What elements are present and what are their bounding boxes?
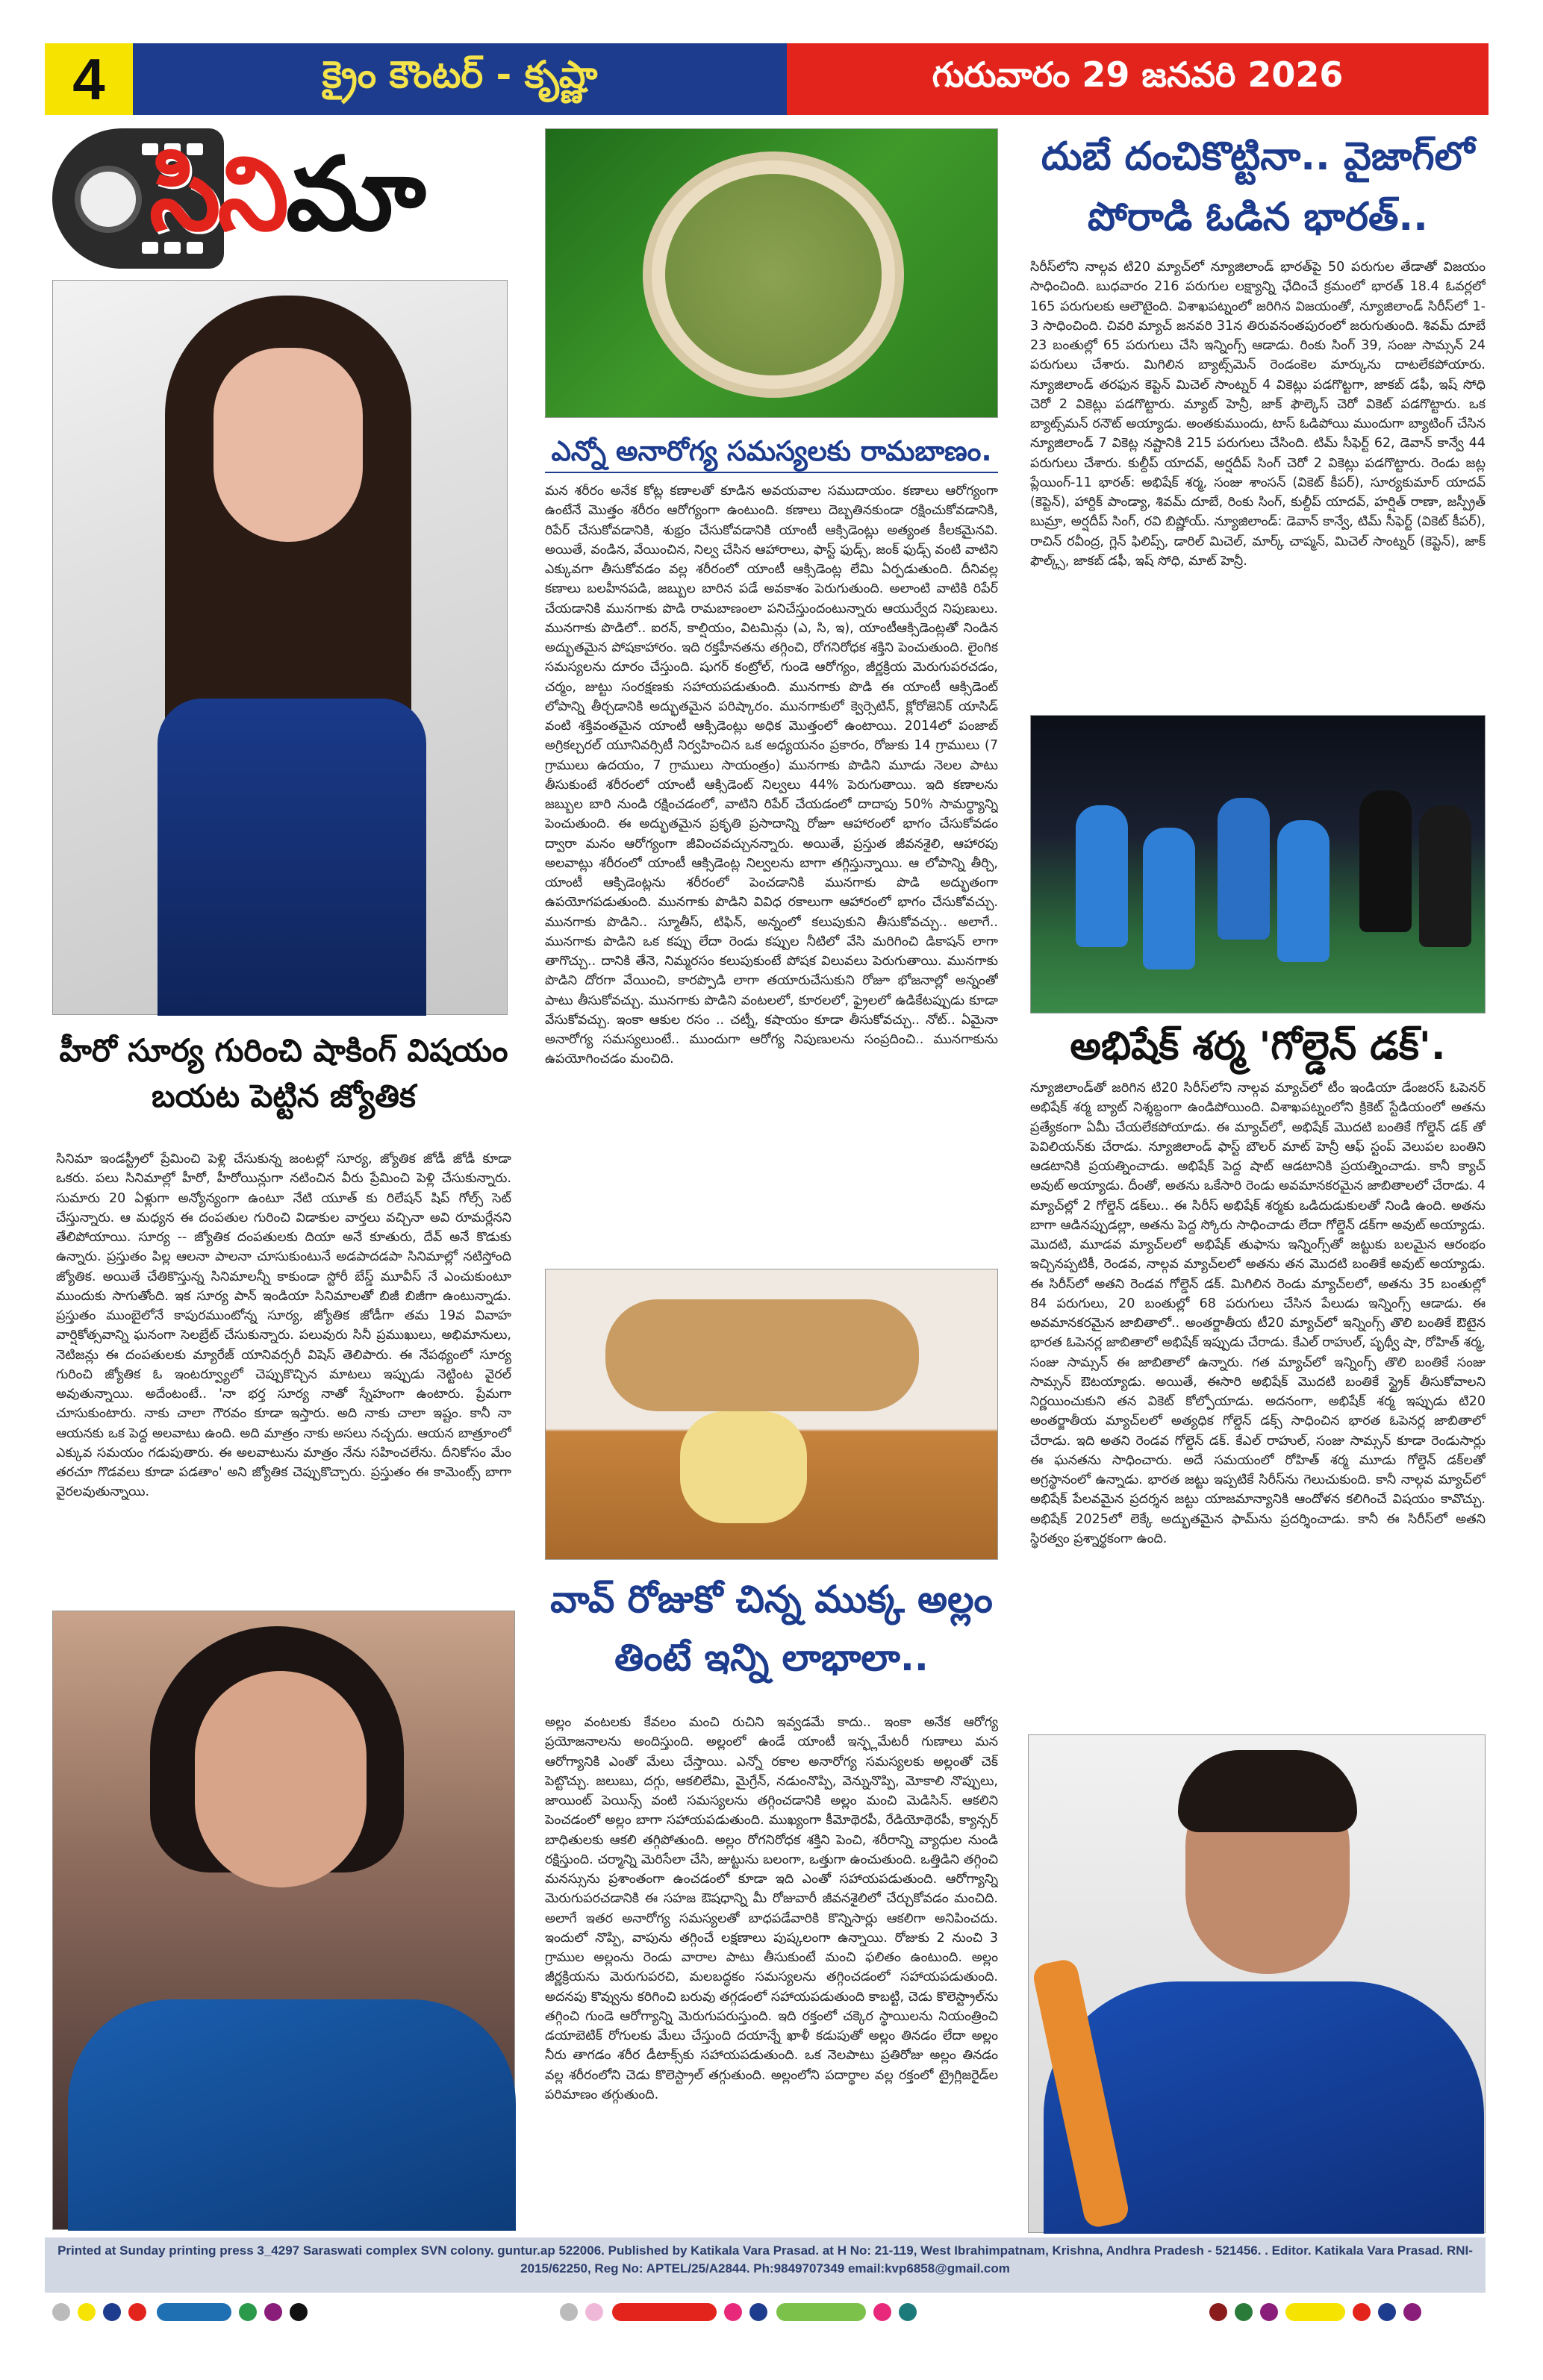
moringa-powder-photo [545,128,998,418]
page-number: 4 [45,43,133,115]
jyothika-photo [52,1611,515,2230]
abhishek-article-body: న్యూజిలాండ్‌తో జరిగిన టి20 సిరీస్‌లోని నాల్గవ మ్యాచ్‌లో టీం ఇండియా డేంజరస్ ఓపెనర్ అభిషేక్ శర్మ బ్యాట్ నిశ్శబ్దంగా ఉండిపోయింది. విశాఖపట్నంలోని క్రికెట్ స్టేడియంలో అతను ప్రత్యేకంగా ఏమీ చేయలేకపోయాడు. ఈ మ్యాచ్‌లో, అభిషేక్ మొదటి బంతికే గోల్డెన్ డక్ తో పెవిలియన్‌కు చేరాడు. న్యూజిలాండ్ ఫాస్ట్ బౌలర్ మాట్ హెన్రీ ఆఫ్ స్టంప్ వెలుపల బంతిని ఆడటానికి ప్రయత్నించాడు. అభిషేక్ పెద్ద షాట్ ఆడటానికి ప్రయత్నించాడు. కానీ క్యాచ్ అవుట్ అయ్యాడు. దీంతో, అతను ఒకేసారి రెండు అవమానకరమైన జాబితాలలో చేరాడు. 4 మ్యాచ్‌ల్లో 2 గోల్డెన్ డక్‌లు.. ఈ సిరీస్ అభిషేక్ శర్మకు ఒడిదుడుకులతో నిండి ఉంది. అతను బాగా ఆడినప్పుడల్లా, అతను పెద్ద స్కోరు సాధించాడు లేదా గోల్డెన్ డక్‌గా అవుట్ అయ్యాడు. మొదటి, మూడవ మ్యాచ్‌లలో అభిషేక్ తుఫాను ఇన్నింగ్స్‌తో జట్టుకు బలమైన ఆరంభం ఇచ్చినప్పటికీ, రెండవ, నాల్గవ మ్యాచ్‌లలో అతను తన మొదటి బంతికే అవుట్ అయ్యాడు. ఈ సిరీస్‌లో అతని రెండవ గోల్డెన్ డక్. మిగిలిన రెండు మ్యాచ్‌లలో, అతను 35 బంతుల్లో 84 పరుగులు, 20 బంతుల్లో 68 పరుగులు చేసిన పేలుడు ఇన్నింగ్స్ ఆడాడు. ఈ అవమానకరమైన జాబితాలో.. అంతర్జాతీయ టీ20 మ్యాచ్‌లో ఇన్నింగ్స్ తొలి బంతికే ఔటైన భారత ఓపెనర్ల జాబితాలో అభిషేక్ ఇప్పుడు చేరాడు. కేఎల్ రాహుల్, పృథ్వీ షా, రోహిత్ శర్మ, సంజు సామ్సన్ ఈ జాబితాలో ఉన్నారు. గత మ్యాచ్‌లో ఇన్నింగ్స్ తొలి బంతికే సంజు సామ్సన్ ఔటయ్యాడు. అయితే, ఈసారి అభిషేక్ మొదటి బంతికే స్ట్రైక్ తీసుకోవాలని నిర్ణయించుకుని తన వికెట్ కోల్పోయాడు. అదనంగా, అభిషేక్ శర్మ ఇప్పుడు టి20 అంతర్జాతీయ మ్యాచ్‌లలో అత్యధిక గోల్డెన్ డక్స్ సాధించిన భారత ఓపెనర్ల జాబితాలో చేరాడు. ఇది అతని రెండవ గోల్డెన్ డక్. కేఎల్ రాహుల్, సంజు సామ్సన్ కూడా రెండుసార్లు ఈ ఘనతను సాధించారు. అదే సమయంలో రోహిత్ శర్మ మూడు గోల్డెన్ డక్‌లతో అగ్రస్థానంలో ఉన్నాడు. భారత జట్టు ఇప్పటికే సిరీస్‌ను గెలుచుకుంది. కానీ నాల్గవ మ్యాచ్‌లో అభిషేక్ పేలవమైన ప్రదర్శన జట్టు యాజమాన్యానికి ఆందోళన కలిగించే విషయం కావొచ్చు. అభిషేక్ 2025లో లెక్కే అద్భుతమైన ఫామ్‌ను ప్రదర్శించాడు. కానీ ఈ సిరీస్‌లో అతని స్థిరత్వం ప్రశ్నార్థకంగా ఉంది. [1030,1081,1486,1546]
abhishek-sharma-photo [1028,1734,1486,2233]
moringa-article-body: మన శరీరం అనేక కోట్ల కణాలతో కూడిన అవయవాల సముదాయం. కణాలు ఆరోగ్యంగా ఉంటేనే మొత్తం శరీరం ఆరోగ్యంగా ఉంటుంది. కణాలు దెబ్బతినకుండా రక్షించుకోవడానికి, రిపేర్ చేసుకోవడానికి, శుభ్రం చేసుకోవడానికి యాంటీ ఆక్సిడెంట్లు అత్యంత కీలకమైనవి. అయితే, వండిన, వేయించిన, నిల్వ చేసిన ఆహారాలు, ఫాస్ట్ ఫుడ్స్, జంక్ ఫుడ్స్ వంటి వాటిని ఎక్కువగా తీసుకోవడం వల్ల శరీరంలో యాంటీ ఆక్సిడెంట్ల లేమి ఏర్పడుతుంది. దీనివల్ల కణాలు బలహీనపడి, జబ్బుల బారిన పడే అవకాశం పెరుగుతుంది. అలాంటి వాటికి రిపేర్ చేయడానికి మునగాకు పొడి రామబాణంలా పనిచేస్తుందంటున్నారు ఆయుర్వేద నిపుణులు. మునగాకు పొడిలో.. ఐరన్, కాల్షియం, విటమిన్లు (ఎ, సి, ఇ), యాంటీఆక్సిడెంట్లతో నిండిన అద్భుతమైన పోషకాహారం. ఇది రక్తహీనతను తగ్గించి, రోగనిరోధక శక్తిని పెంచుతుంది. లైంగిక సమస్యలను దూరం చేస్తుంది. షుగర్ కంట్రోల్, గుండె ఆరోగ్యం, జీర్ణక్రియ మెరుగుపరచడం, చర్మం, జుట్టు సంరక్షణకు సహాయపడుతుంది. మునగాకు పొడి ఈ యాంటీ ఆక్సిడెంట్ లోపాన్ని తీర్చడానికి అద్భుతమైన పరిష్కారం. మునగాకులో క్వెర్సెటిన్, క్లోరోజెనిక్ యాసిడ్ వంటి శక్తివంతమైన యాంటీ ఆక్సిడెంట్లు అధిక మొత్తంలో ఉంటాయి. 2014లో పంజాబ్ అగ్రికల్చరల్ యూనివర్సిటీ నిర్వహించిన ఒక అధ్యయనం ప్రకారం, రోజుకు 14 గ్రాములు (7 గ్రాములు ఉదయం, 7 గ్రాములు సాయంత్రం) మునగాకు పొడిని మూడు నెలల పాటు తీసుకుంటే శరీరంలో యాంటీ ఆక్సిడెంట్ నిల్వలు 44% పెరుగుతాయి. ఇది కణాలను జబ్బుల బారి నుండి రక్షించడంలో, వాటిని రిపేర్ చేయడంలో దాదాపు 50% సామర్థ్యాన్ని పెంచుతుంది. ఈ అద్భుతమైన ప్రకృతి ప్రసాదాన్ని రోజూ ఆహారంలో భాగం చేసుకోవడం ద్వారా మనం ఆరోగ్యంగా జీవించవచ్చునన్నారు. అయితే, ప్రస్తుత జీవనశైలి, ఆహారపు అలవాట్లు శరీరంలో యాంటీ ఆక్సిడెంట్ల నిల్వలను బాగా తగ్గిస్తున్నాయి. ఆ లోపాన్ని తీర్చి, యాంటీ ఆక్సిడెంట్లను శరీరంలో పెంచడానికి మునగాకు పొడి అద్భుతంగా ఉపయోగపడుతుంది. మునగాకు పొడిని వివిధ రకాలుగా ఆహారంలో భాగం చేసుకోవచ్చు. మునగాకు పొడిని.. స్మూతీస్, టిఫిన్, అన్నంలో కలుపుకుని తీసుకోవచ్చు.. అలాగే.. మునగాకు పొడిని ఒక కప్పు లేదా రెండు కప్పుల నీటిలో వేసి మరిగించి డికాషన్ లాగా తాగొచ్చు.. దానికి తేనె, నిమ్మరసం కలుపుకుంటే పోషక విలువలు పెరుగుతాయి. మునగాకు పొడిని దోరగా వేయించి, కారప్పొడి లాగా తయారుచేసుకుని రోజూ భోజనాల్లో అన్నంతో పాటు తీసుకోవచ్చు. మునగాకు పొడిని వంటలలో, కూరలలో, ఫ్రైలలో ఉడికేటప్పుడు కూడా వేసుకోవచ్చు. ఇంకా ఆకుల రసం .. చట్నీ, కషాయం కూడా తీసుకోవచ్చు.. నోట్.. ఏమైనా అనారోగ్య సమస్యలుంటే.. ముందుగా ఆరోగ్య నిపుణులను సంప్రదించి.. మునగాకును ఉపయోగించడం మంచిది. [545,484,998,1067]
moringa-headline: ఎన్నో అనారోగ్య సమస్యలకు రామబాణం. [545,431,998,473]
cinema-section-logo [52,128,515,269]
cinema-headline: హీరో సూర్య గురించి షాకింగ్ విషయం బయట పెట్టిన జ్యోతిక [59,1032,508,1114]
cinema-logo-letter: సి [149,136,218,254]
color-registration-marks [45,2300,1486,2324]
printer-imprint: Printed at Sunday printing press 3_4297 Saraswati complex SVN colony. guntur.ap 522006. Published by Katikala Vara Prasad. at H No: 21-119, West Ibrahimpatnam, Krishna, Andhra Pradesh - 521456. . Editor. Katikala Vara Prasad. RNI- 2015/62250, Reg No: APTEL/25/A2844. Ph:9849707349 email:kvp6858@gmail.com [45,2237,1486,2293]
ginger-article-body: అల్లం వంటలకు కేవలం మంచి రుచిని ఇవ్వడమే కాదు.. ఇంకా అనేక ఆరోగ్య ప్రయోజనాలను అందిస్తుంది. అల్లంలో ఉండే యాంటీ ఇన్ఫ్లమేటరీ గుణాలు మన ఆరోగ్యానికి ఎంతో మేలు చేస్తాయి. ఎన్నో రకాల అనారోగ్య సమస్యలకు అల్లంతో చెక్ పెట్టొచ్చు. జలుబు, దగ్గు, ఆకలిలేమి, మైగ్రేన్, నడుంనొప్పి, వెన్నునొప్పి, మోకాలి నొప్పులు, జాయింట్ పెయిన్స్ వంటి సమస్యలను తగ్గించడానికి అల్లం మంచి మెడిసిన్. ఆకలిని పెంచడంలో అల్లం బాగా సహాయపడుతుంది. ముఖ్యంగా కీమోథెరపీ, రేడియోథెరపీ, క్యాన్సర్ బాధితులకు ఆకలి తగ్గిపోతుంది. అల్లం రోగనిరోధక శక్తిని పెంచి, శరీరాన్ని వ్యాధుల నుండి రక్షిస్తుంది. చర్మాన్ని మెరిసేలా చేసి, జుట్టును బలంగా, ఒత్తుగా ఉంచుతుంది. ఒత్తిడిని తగ్గించి మనస్సును ప్రశాంతంగా ఉంచడంలో కూడా ఇది ఎంతో సహాయపడుతుంది. ఆరోగ్యాన్ని మెరుగుపరచడానికి ఈ సహజ ఔషధాన్ని మీ రోజువారీ జీవనశైలిలో చేర్చుకోవడం మంచిది. అలాగే ఇతర అనారోగ్య సమస్యలతో బాధపడేవారికి కొన్నిసార్లు ఆకలిగా అనిపించదు. ఇందులో నొప్పి, వాపును తగ్గించే లక్షణాలు పుష్కలంగా ఉన్నాయి. రోజుకు 2 నుంచి 3 గ్రాముల అల్లంను రెండు వారాల పాటు తీసుకుంటే మంచి ఫలితం ఉంటుంది. అల్లం జీర్ణక్రియను మెరుగుపరచి, మలబద్ధకం సమస్యలను తగ్గించడంలో సహాయపడుతుంది. అదనపు కొవ్వును కరిగించి బరువు తగ్గడంలో సహాయపడుతుంది కాబట్టి, చెడు కొలెస్ట్రాల్‌ను తగ్గించి గుండె ఆరోగ్యాన్ని మెరుగుపరుస్తుంది. ఇది రక్తంలో చక్కెర స్థాయిలను నియంత్రించి డయాబెటిక్ రోగులకు మేలు చేస్తుంది దయాన్నే ఖాళీ కడుపుతో అల్లం తినడం లేదా అల్లం నీరు తాగడం శరీర డీటాక్స్‌కు సహాయపడుతుంది. ఒక నెలపాటు ప్రతిరోజు అల్లం తినడం వల్ల శరీరంలోని చెడు కొలెస్ట్రాల్ తగ్గుతుంది. అల్లంలోని పదార్థాల వల్ల రక్తంలో ట్రైగ్లిజరైడ్‌ల పరిమాణం తగ్గుతుంది. [545,1715,998,2102]
cinema-logo-text [149,136,423,278]
ginger-photo [545,1269,998,1560]
edition-title: క్రైం కౌంటర్ - కృష్ణా [133,43,787,115]
cricket-article-body: సిరీస్‌లోని నాల్గవ టి20 మ్యాచ్‌లో న్యూజిలాండ్ భారత్‌పై 50 పరుగుల తేడాతో విజయం సాధించింది. బుధవారం 216 పరుగుల లక్ష్యాన్ని ఛేదించే క్రమంలో భారత్ 18.4 ఓవర్లలో 165 పరుగులకు ఆలౌటైంది. విశాఖపట్నంలో జరిగిన విజయంతో, న్యూజిలాండ్ సిరీస్‌లో 1-3 సాధించింది. చివరి మ్యాచ్ జనవరి 31న తిరువనంతపురంలో జరుగుతుంది. శివమ్ దూబే 23 బంతుల్లో 65 పరుగులు చేసి ఇన్నింగ్స్ ఆడాడు. రింకు సింగ్ 39, సంజు సామ్సన్ 24 పరుగులు చేశారు. మిగిలిన బ్యాట్స్‌మెన్ రెండంకెల మార్కును దాటలేకపోయారు. న్యూజిలాండ్ తరఫున కెప్టెన్ మిచెల్ సాంట్నర్ 4 వికెట్లు పడగొట్టగా, జాకబ్ డఫీ, ఇష్ సోధి చెరో 2 వికెట్లు పడగొట్టారు. మ్యాట్ హెన్రీ, జాక్ ఫౌల్కెస్ చెరో వికెట్ పడగొట్టారు. ఒక బ్యాట్స్‌మన్ రనౌట్ అయ్యాడు. అంతకుముందు, టాస్ ఓడిపోయి ముందుగా బ్యాటింగ్ చేసిన న్యూజిలాండ్ 7 వికెట్ల నష్టానికి 215 పరుగులు చేసింది. టిమ్ సీఫెర్ట్ 62, డెవాన్ కాన్వే 44 పరుగులు చేశారు. కుల్దీప్ యాదవ్, అర్షదీప్ సింగ్ చెరో 2 వికెట్లు పడగొట్టారు. రెండు జట్ల ప్లేయింగ్-11 భారత్: అభిషేక్ శర్మ, సంజు శాంసన్ (వికెట్ కీపర్), సూర్యకుమార్ యాదవ్ (కెప్టెన్), హార్దిక్ పాండ్యా, శివమ్ దూబే, రింకు సింగ్, కుల్దీప్ యాదవ్, హర్షిత్ రాణా, జస్ప్రీత్ బుమ్రా, అర్షదీప్ సింగ్, రవి బిష్ణోయ్. న్యూజిలాండ్: డెవాన్ కాన్వే, టిమ్ సీఫెర్ట్ (వికెట్ కీపర్), రాచిన్ రవీంద్ర, గ్లెన్ ఫిలిప్స్, డారిల్ మిచెల్, మార్క్ చాప్మన్, మిచెల్ సాంట్నర్ (కెప్టెన్), జాక్ ఫౌల్క్స్, జాకబ్ డఫీ, ఇష్ సోధి, మాట్ హెన్రీ. [1030,260,1486,569]
ginger-headline: వావ్ రోజుకో చిన్న ముక్క అల్లం తింటే ఇన్ని లాభాలా.. [550,1578,993,1679]
issue-date: గురువారం 29 జనవరి 2026 [787,43,1489,115]
cricket-headline: దుబే దంచికొట్టినా.. వైజాగ్‌లో పోరాడి ఓడిన భారత్.. [1041,134,1475,240]
cricket-match-photo [1030,715,1486,1013]
cinema-logo-letter: ని [217,136,286,254]
cinema-article-body: సినిమా ఇండస్ట్రీలో ప్రేమించి పెళ్లి చేసుకున్న జంటల్లో సూర్య, జ్యోతిక జోడీ జోడీ కూడా ఒకరు. పలు సినిమాల్లో హీరో, హీరోయిన్లుగా నటించిన వీరు ప్రేమించి పెళ్లి చేసుకున్నారు. సుమారు 20 ఏళ్లుగా అన్యోన్యంగా ఉంటూ నేటి యూత్ కు రిలేషన్ షిప్ గోల్స్ సెట్ చేస్తున్నారు. ఆ మధ్యన ఈ దంపతుల గురించి విడాకుల వార్తలు వచ్చినా అవి రూమర్లేనని తేలిపోయాయి. సూర్య -- జ్యోతిక దంపతులకు దియా అనే కూతురు, దేవ్ అనే కొడుకు ఉన్నారు. ప్రస్తుతం పిల్ల ఆలనా పాలనా చూసుకుంటునే అడపాదడపా సినిమాల్లో నటిస్తోంది జ్యోతిక. అయితే చేతికొస్తున్న సినిమాలన్నీ కాకుండా స్టోరీ బేస్డ్ మూవీస్ నే ఎంచుకుంటూ ముందుకు సాగుతోంది. ఇక సూర్య పాన్ ఇండియా సినిమాలతో బిజీ బిజీగా ఉంటున్నాడు. ప్రస్తుతం ముంబైలోనే కాపురముంటోన్న సూర్య, జ్యోతిక జోడీగా తమ 19వ వివాహ వార్షికోత్సవాన్ని ఘనంగా సెలబ్రేట్ చేసుకున్నారు. పలువురు సినీ ప్రముఖులు, అభిమానులు, నెటిజన్లు ఈ దంపతులకు మ్యారేజ్ యానివర్సరీ విషెస్ తెలిపారు. ఈ నేపథ్యంలో సూర్య గురించి జ్యోతిక ఓ ఇంటర్వ్యూలో చెప్పుకొచ్చిన మాటలు ఇప్పుడు నెట్టింట వైరల్ అవుతున్నాయి. అదేంటంటే.. 'నా భర్త సూర్య నాతో స్నేహంగా ఉంటారు. ప్రేమగా చూసుకుంటారు. నాకు చాలా గౌరవం కూడా ఇస్తారు. అది నాకు చాలా ఇష్టం. కానీ నా ఆయనకు ఒక పెద్ద అలవాటు ఉంది. అది మాత్రం నాకు అసలు నచ్చదు. ఆయన బాత్రూంలో ఎక్కువ సమయం గడుపుతారు. ఈ అలవాటును మాత్రం నేను సహించలేను. దీనికోసం మేం తరచూ గొడవలు కూడా పడతాం' అని జ్యోతిక చెప్పుకొచ్చారు. ప్రస్తుతం ఈ కామెంట్స్ బాగా వైరలవుతున్నాయి. [56,1152,511,1500]
actress-portrait-photo [52,280,508,1015]
cinema-logo-letter: మా [285,136,423,254]
abhishek-headline: అభిషేక్ శర్మ 'గోల్డెన్ డక్'. [1070,1024,1446,1069]
